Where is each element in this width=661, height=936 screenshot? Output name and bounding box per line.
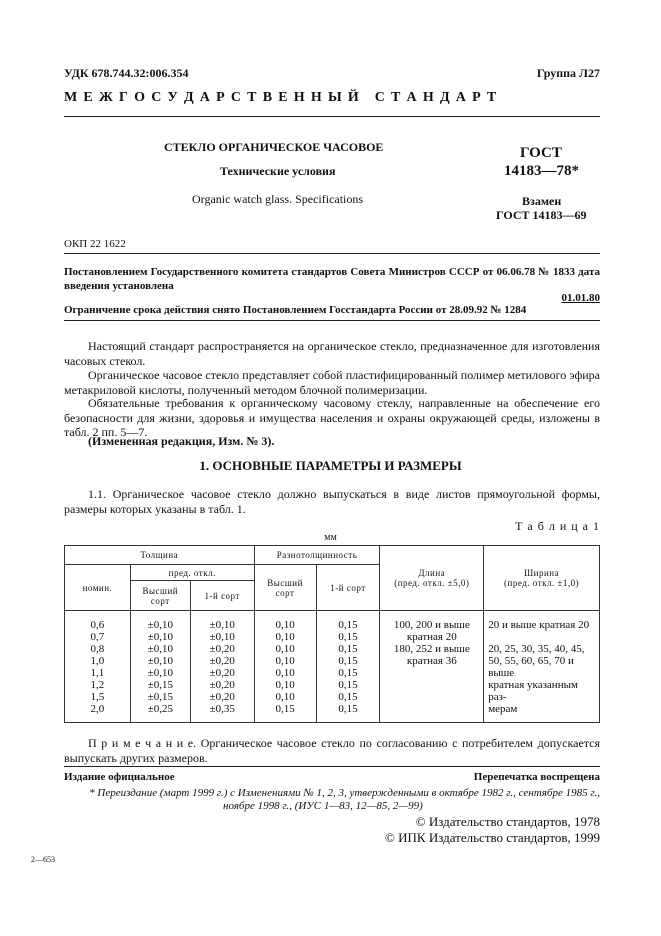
decree-text: Постановлением Государственного комитета стандартов Совета Министров СССР от 06.06.78 № 1833 дата введения установлена [64, 266, 600, 292]
intro-paragraph-1 [64, 339, 600, 368]
intro-p2-text: Органическое часовое стекло представляет собой пластифицированный полимер метилового эфира метакриловой кислоты, полученный методом блочной полимеризации. [64, 368, 600, 397]
table-label: Т а б л и ц а 1 [515, 519, 600, 533]
table-cell: ±0,10 [147, 631, 173, 643]
col-length [380, 611, 484, 723]
effective-date: 01.01.80 [561, 292, 600, 304]
reprint-prohibited: Перепечатка воспрещена [473, 771, 600, 783]
table-cell: ±0,35 [209, 703, 235, 715]
th-tol-highest: Высший сорт [130, 581, 190, 611]
standard-banner: М Е Ж Г О С У Д А Р С Т В Е Н Н Ы Й С Т А Н Д А Р Т [64, 90, 498, 105]
table-cell: 180, 252 и выше [393, 643, 470, 655]
page-code: 2—653 [31, 855, 55, 864]
intro-p1-text: Настоящий стандарт распространяется на органическое стекло, предназначенное для изготовления часовых стекол. [64, 339, 600, 368]
group-code: Группа Л27 [536, 66, 600, 80]
table-cell: 0,10 [275, 631, 295, 643]
table-cell: ±0,10 [147, 643, 173, 655]
table-cell: 0,10 [275, 691, 295, 703]
replaces-label: Взамен [522, 194, 562, 208]
footer-rule [64, 766, 600, 767]
table-cell: 100, 200 и выше [393, 619, 470, 631]
table-cell: 0,15 [338, 679, 358, 691]
table-cell: ±0,10 [147, 619, 173, 631]
english-title: Organic watch glass. Specifications [192, 192, 364, 206]
table-cell: 50, 55, 60, 65, 70 и выше [488, 655, 574, 679]
th-tol-first: 1-й сорт [190, 581, 254, 611]
table-cell: 0,15 [338, 691, 358, 703]
table-cell: ±0,10 [209, 619, 235, 631]
table-cell: кратная указанным раз- [488, 679, 578, 703]
table-cell: 20, 25, 30, 35, 40, 45, [488, 643, 585, 655]
table-cell: 1,1 [90, 667, 105, 679]
table-cell: ±0,20 [209, 691, 235, 703]
table-cell: ±0,15 [147, 691, 173, 703]
th-length [380, 546, 484, 611]
table-cell: 0,10 [275, 643, 295, 655]
table-cell: 0,15 [275, 703, 295, 715]
dimensions-table [64, 545, 600, 723]
note-label: П р и м е ч а н и е. [88, 736, 197, 750]
col-width [484, 611, 600, 723]
table-unit: мм [324, 532, 337, 543]
th-length-name: Длина [418, 568, 446, 578]
official-edition: Издание официальное [64, 771, 175, 783]
udk-code: УДК 678.744.32:006.354 [64, 66, 189, 80]
table-cell: ±0,10 [147, 667, 173, 679]
section-1-text: 1.1. Органическое часовое стекло должно выпускаться в виде листов прямоугольной формы, размеры которых указаны в табл. 1. [64, 487, 600, 516]
gost-number: 14183—78* [504, 163, 579, 179]
copyright-1999: © ИПК Издательство стандартов, 1999 [385, 830, 600, 845]
th-thickness: Толщина [65, 546, 255, 565]
th-nominal: номин. [65, 565, 131, 611]
reissue-line-2: ноябре 1998 г., (ИУС 1—83, 12—85, 2—99) [223, 800, 423, 812]
table-cell: 0,15 [338, 643, 358, 655]
okp-code: ОКП 22 1622 [64, 238, 126, 250]
table-cell: 0,6 [90, 619, 105, 631]
table-cell: мерам [488, 703, 518, 715]
document-subtitle: Технические условия [220, 164, 336, 178]
table-cell: ±0,10 [209, 631, 235, 643]
table-cell: ±0,10 [147, 655, 173, 667]
table-cell: 1,2 [90, 679, 105, 691]
section-1-paragraph [64, 487, 600, 516]
table-cell: 0,15 [338, 631, 358, 643]
table-cell: ±0,25 [147, 703, 173, 715]
table-cell: ±0,20 [209, 679, 235, 691]
table-cell: ±0,15 [147, 679, 173, 691]
table-cell: кратная 20 [406, 631, 457, 643]
table-cell: 0,10 [275, 655, 295, 667]
th-variation: Разнотолщинность [254, 546, 380, 565]
intro-paragraph-2 [64, 368, 600, 397]
replaces-value: ГОСТ 14183—69 [496, 208, 587, 222]
table-cell: 20 и выше кратная 20 [488, 619, 590, 631]
table-cell: 0,15 [338, 655, 358, 667]
table-cell: кратная 36 [406, 655, 457, 667]
th-var-highest: Высший сорт [254, 565, 316, 611]
table-cell: 0,15 [338, 619, 358, 631]
gost-label: ГОСТ [520, 145, 562, 161]
col-tol-first [190, 611, 254, 723]
okp-rule [64, 253, 600, 254]
table-cell: 0,15 [338, 667, 358, 679]
decree-rule [64, 320, 600, 321]
table-cell: ±0,20 [209, 655, 235, 667]
table-cell: 0,15 [338, 703, 358, 715]
reissue-line-1: * Переиздание (март 1999 г.) с Изменениями № 1, 2, 3, утвержденными в октябре 1982 г., сентябре 1985 г., [89, 787, 600, 799]
th-var-first: 1-й сорт [316, 565, 380, 611]
table-cell: 1,0 [90, 655, 105, 667]
revision-text: (Измененная редакция, Изм. № 3). [88, 434, 275, 448]
th-width-name: Ширина [524, 568, 560, 578]
note-text: Органическое часовое стекло по согласованию с потребителем допускается выпускать других размеров. [64, 736, 601, 765]
intro-p3-text: Обязательные требования к органическому часовому стеклу, направленные на обеспечение его безопасности для жизни, здоровья и имущества населения и охраны окружающей среды, изложены в табл. 2 пп. 5—7. [64, 396, 600, 439]
th-length-tol: (пред. откл. ±5,0) [394, 578, 470, 588]
table-cell: 0,7 [90, 631, 105, 643]
th-width [484, 546, 600, 611]
copyright-1978: © Издательство стандартов, 1978 [415, 814, 600, 829]
table-cell: 0,10 [275, 619, 295, 631]
th-width-tol: (пред. откл. ±1,0) [504, 578, 580, 588]
table-cell: 0,10 [275, 679, 295, 691]
col-tol-highest [130, 611, 190, 723]
col-nominal [65, 611, 131, 723]
intro-paragraph-3 [64, 396, 600, 440]
table-cell: ±0,20 [209, 643, 235, 655]
table-cell [488, 631, 595, 643]
table-cell: ±0,20 [209, 667, 235, 679]
table-cell: 1,5 [90, 691, 105, 703]
document-title: СТЕКЛО ОРГАНИЧЕСКОЕ ЧАСОВОЕ [164, 140, 384, 154]
col-var-highest [254, 611, 316, 723]
table-note [64, 736, 600, 765]
section-1-heading: 1. ОСНОВНЫЕ ПАРАМЕТРЫ И РАЗМЕРЫ [199, 458, 462, 473]
table-cell: 0,10 [275, 667, 295, 679]
header-rule [64, 116, 600, 117]
table-cell: 0,8 [90, 643, 105, 655]
th-tolerance: пред. откл. [130, 565, 254, 581]
limitation-text: Ограничение срока действия снято Постановлением Госстандарта России от 28.09.92 № 1284 [64, 304, 527, 316]
col-var-first [316, 611, 380, 723]
revision-note [64, 434, 600, 449]
table-cell: 2,0 [90, 703, 105, 715]
